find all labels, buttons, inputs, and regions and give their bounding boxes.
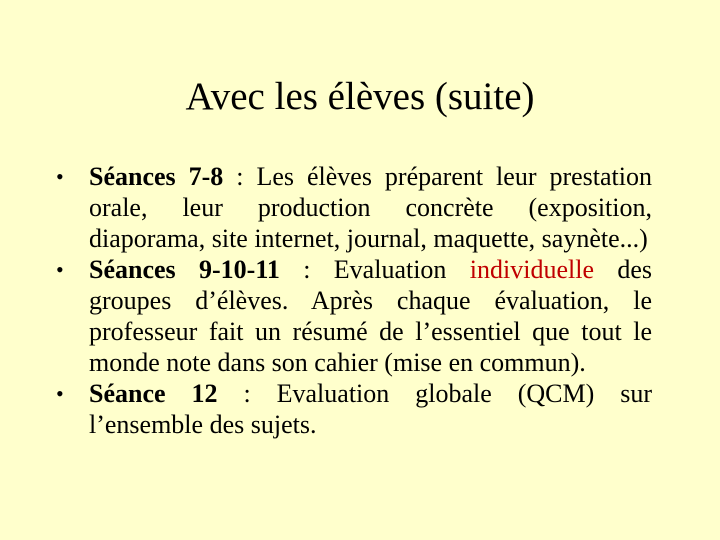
bullet-label: Séances 7-8: [89, 162, 224, 191]
bullet-icon: •: [56, 381, 64, 406]
bullet-label: Séances 9-10-11: [89, 255, 280, 284]
bullet-list: [56, 161, 652, 440]
bullet-item-seances-7-8: [56, 161, 652, 254]
bullet-icon: •: [56, 257, 64, 282]
slide-title: Avec les élèves (suite): [185, 75, 535, 118]
bullet-text: : Evaluation: [279, 255, 470, 284]
bullet-label: Séance 12: [89, 379, 218, 408]
bullet-item-seances-9-10-11: [56, 254, 652, 378]
highlighted-word: individuelle: [469, 255, 594, 284]
bullet-item-seance-12: [56, 378, 652, 440]
bullet-text: : Evaluation globale (QCM) sur l’ensemble des sujets.: [89, 379, 652, 439]
bullet-text: : Les élèves préparent leur prestation orale, leur production concrète (exposition, diaporama, site internet, journal, maquette, saynète...): [89, 162, 652, 253]
bullet-icon: •: [56, 164, 64, 189]
bullet-text-continued: des groupes d’élèves. Après chaque évaluation, le professeur fait un résumé de l’essentiel que tout le monde note dans son cahier (mise en commun).: [89, 255, 652, 377]
